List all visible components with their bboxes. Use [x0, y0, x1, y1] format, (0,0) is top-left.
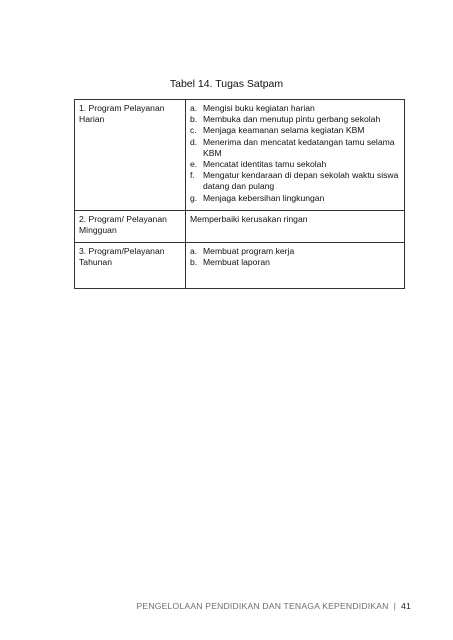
footer-separator: | — [393, 601, 397, 611]
duty-text: Membuat laporan — [203, 257, 270, 268]
footer-title: PENGELOLAAN PENDIDIKAN DAN TENAGA KEPENDIDIKAN — [136, 601, 389, 611]
duty-text: Menjaga keamanan selama kegiatan KBM — [203, 125, 365, 136]
duty-text: Membuka dan menutup pintu gerbang sekolah — [203, 114, 381, 125]
list-item — [190, 114, 401, 125]
duty-text: Membuat program kerja — [203, 246, 295, 257]
page-number: 41 — [401, 601, 411, 611]
list-marker: a. — [190, 246, 198, 257]
duties-table — [74, 99, 405, 289]
list-marker: b. — [190, 114, 198, 125]
duty-text: Mengisi buku kegiatan harian — [203, 103, 315, 113]
table-title: Tabel 14. Tugas Satpam — [169, 78, 284, 90]
duty-list — [190, 103, 401, 204]
list-marker: g. — [190, 192, 198, 203]
table-row — [75, 243, 405, 288]
table-row — [75, 210, 405, 242]
page-footer — [136, 601, 411, 611]
duty-text: Menerima dan mencatat kedatangan tamu selama KBM — [203, 136, 395, 158]
duties-cell: Memperbaiki kerusakan ringan — [186, 210, 405, 242]
list-item — [190, 170, 401, 192]
list-item — [190, 125, 401, 136]
duty-text: Mengatur kendaraan di depan sekolah waktu siswa datang dan pulang — [203, 170, 399, 192]
program-cell: 3. Program/Pelayanan Tahunan — [75, 243, 186, 288]
duties-cell — [186, 243, 405, 288]
duty-list — [190, 246, 401, 268]
list-item — [190, 193, 401, 204]
list-marker: a. — [190, 103, 198, 113]
list-item — [190, 257, 401, 268]
list-item — [190, 159, 401, 170]
list-marker: c. — [190, 125, 197, 136]
duty-text: Mencatat identitas tamu sekolah — [203, 159, 327, 170]
program-cell: 1. Program Pelayanan Harian — [75, 100, 186, 211]
list-marker: b. — [190, 257, 198, 268]
duties-cell — [186, 100, 405, 211]
program-cell: 2. Program/ Pelayanan Mingguan — [75, 210, 186, 242]
duty-text: Menjaga kebersihan lingkungan — [203, 192, 325, 203]
list-marker: f. — [190, 170, 195, 181]
list-item — [190, 103, 401, 114]
list-marker: e. — [190, 159, 198, 170]
list-item — [190, 137, 401, 159]
list-marker: d. — [190, 136, 198, 147]
list-item — [190, 246, 401, 257]
table-row — [75, 100, 405, 211]
